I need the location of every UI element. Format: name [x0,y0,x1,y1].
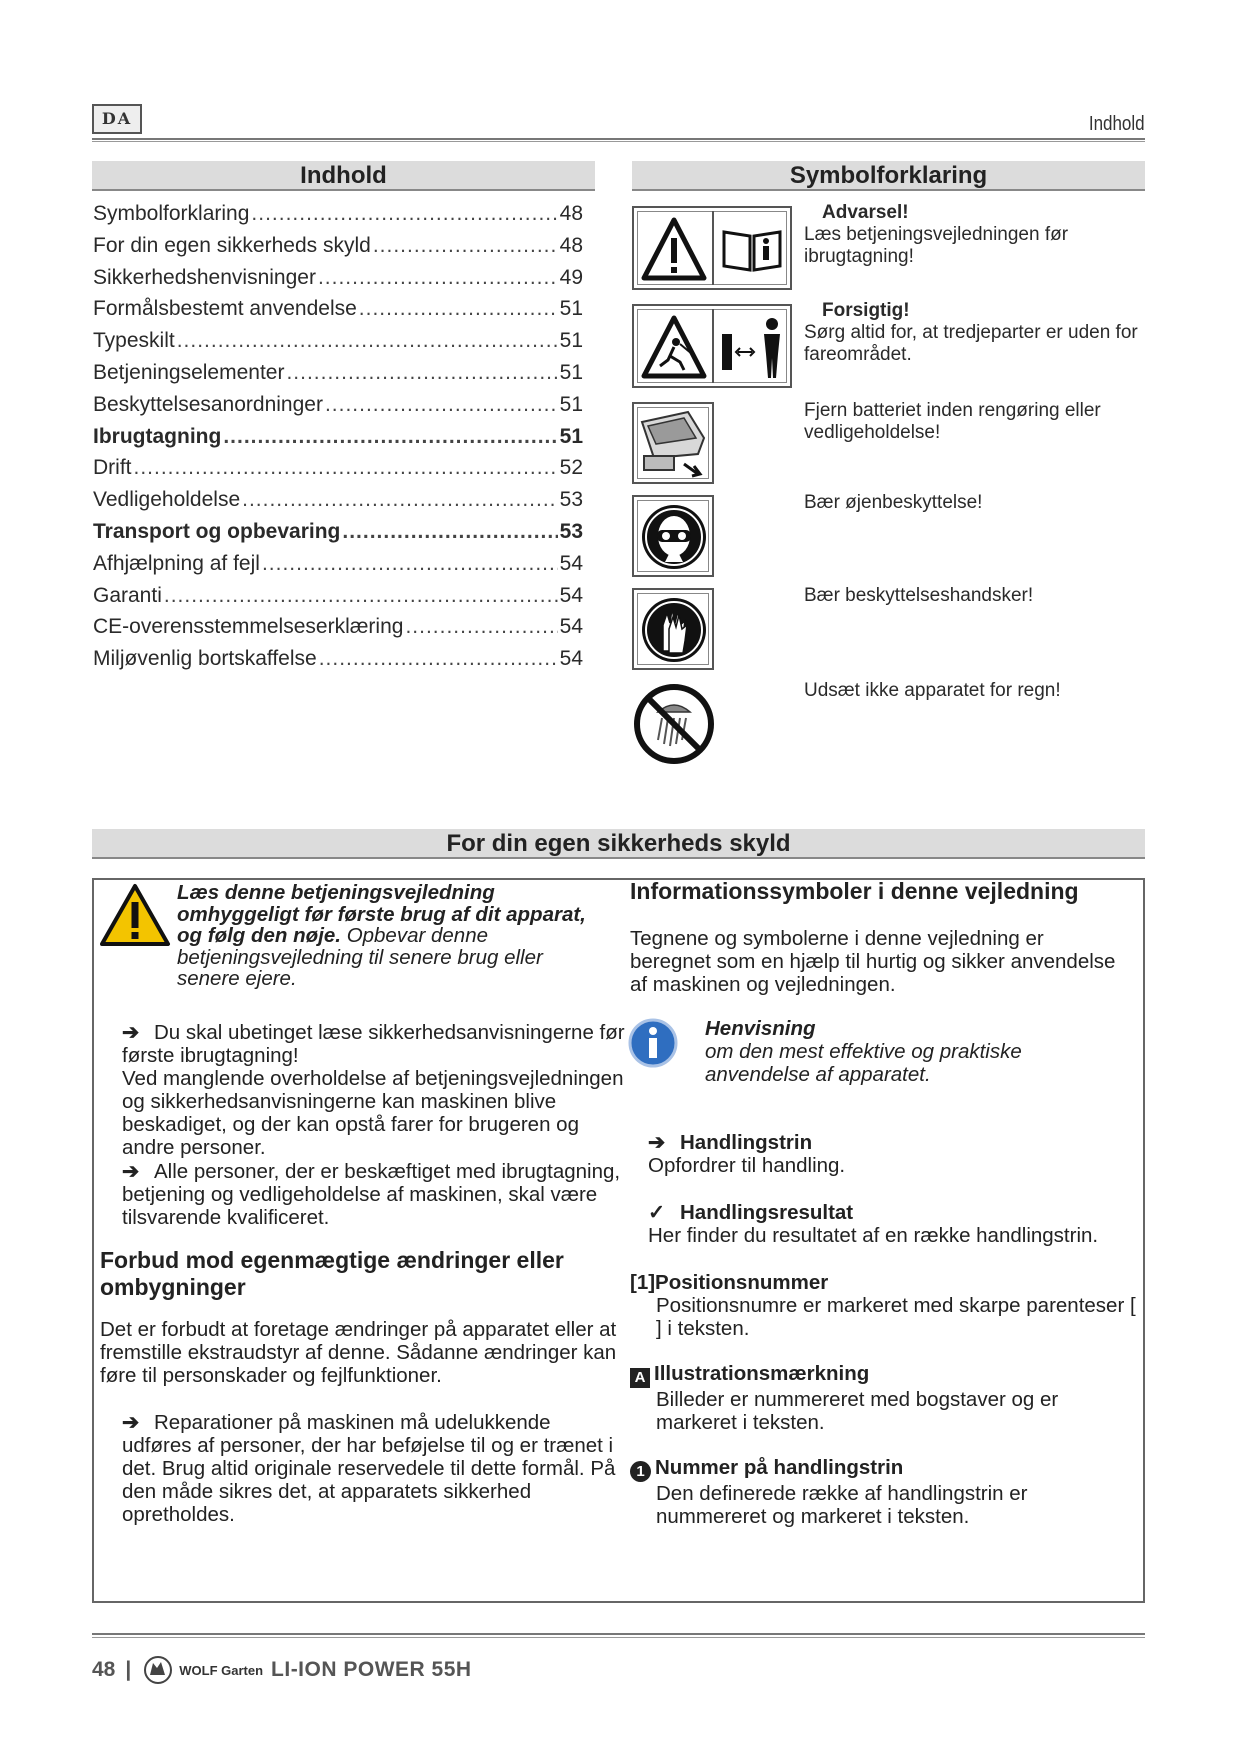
symbols-title: Symbolforklaring [632,161,1145,191]
toc-entry[interactable] [93,329,583,361]
page-number: 48 [92,1658,116,1681]
toc-entry-label: Formålsbestemt anvendelse [93,297,357,321]
hazard-triangle-icon [640,314,708,380]
toc-entry-page: 54 [559,583,583,607]
toc-entry[interactable] [93,647,583,679]
symbol-rain-text: Udsæt ikke apparatet for regn! [804,680,1061,701]
warning-triangle-icon [640,216,708,282]
product-name: LI-ION POWER 55H [271,1658,472,1681]
toc-entry[interactable] [93,425,583,457]
wolf-logo-icon [141,1655,175,1685]
gloves-icon [639,595,709,665]
toc-entry-page: 48 [559,202,583,225]
toc-title: Indhold [92,161,595,191]
step-number-marker-icon: 1 [630,1461,651,1482]
eye-protection-icon [639,502,709,572]
safety-bullet-2: ➔ Alle personer, der er beskæftiget med ibrugtagning, betjening og vedligeholdelse af maskinen, skal være tilsvarende kvalificeret. [122,1160,621,1229]
symbol-eye-text: Bær øjenbeskyttelse! [804,492,983,513]
symbol-caution-text: Forsigtig! Sørg altid for, at tredjeparter er uden for fareområdet. [804,300,1138,365]
toc-leader-dots [373,234,558,258]
footer-rule [92,1633,1145,1638]
toc-leader-dots [325,393,558,417]
toc-leader-dots [177,329,558,353]
toc-entry-page: 54 [559,551,583,575]
keep-distance-icon [718,314,788,382]
symbol-battery-box [632,402,714,484]
table-of-contents [93,202,583,679]
toc-entry-page: 49 [559,265,583,289]
footer-separator: | [125,1658,132,1681]
toc-entry-page: 53 [559,488,583,512]
safety-bullet-1: ➔ Du skal ubetinget læse sikkerhedsanvisningerne før første ibrugtagning! Ved manglende overholdelse af betjeningsvejledningen og sikkerhedsanvisningerne kan maskinen blive beskadiget, og der kan opstå farer for brugeren og andre personer. [122,1021,625,1159]
toc-entry-label: Beskyttelsesanordninger [93,392,323,416]
toc-entry[interactable] [93,297,583,329]
illustration-item: A Illustrationsmærkning Billeder er nummereret med bogstaver og er markeret i teksten. [630,1362,1140,1434]
symbol-warning-text: Advarsel! Læs betjeningsvejledningen før ibrugtagning! [804,202,1069,267]
toc-entry-page: 51 [559,329,583,353]
arrow-icon: ➔ [122,1411,140,1434]
toc-entry[interactable] [93,552,583,584]
henvisning-note: Henvisning om den mest effektive og praktiske anvendelse af apparatet. [705,1017,1022,1086]
symbol-caution-box [632,304,792,388]
symbol-eye-box [632,495,714,577]
toc-entry-page: 53 [559,519,583,543]
toc-entry-page: 54 [559,647,583,671]
brand-logo: WOLF Garten [141,1655,263,1685]
symbol-gloves-box [632,588,714,670]
forbud-bullet: ➔ Reparationer på maskinen må udelukkende udføres af personer, der har beføjelse til og er trænet i det. Brug altid originale reservedele til dette formål. På den måde sikres det, at apparatets sikkerhed opretholdes. [122,1411,616,1526]
toc-entry-page: 51 [559,360,583,384]
toc-leader-dots [286,361,557,385]
toc-entry-label: Afhjælpning af fejl [93,551,260,575]
forbud-text: Det er forbudt at foretage ændringer på apparatet eller at fremstille ekstraudstyr af denne. Sådanne ændringer kan føre til personskader og fejlfunktioner. [100,1318,617,1387]
forbud-title: Forbud mod egenmægtige ændringer eller ombygninger [100,1247,564,1300]
symbol-battery-text: Fjern batteriet inden rengøring eller vedligeholdelse! [804,400,1101,443]
toc-entry[interactable] [93,615,583,647]
toc-entry-label: Miljøvenlig bortskaffelse [93,647,317,671]
symbol-gloves-text: Bær beskyttelseshandsker! [804,585,1034,606]
toc-leader-dots [251,202,557,226]
arrow-icon: ➔ [648,1131,666,1154]
info-intro: Tegnene og symbolerne i denne vejledning er beregnet som en hjælp til hurtig og sikker anvendelse af maskinen og vejledningen. [630,927,1116,996]
toc-entry[interactable] [93,488,583,520]
handlingstrin-item: ➔ Handlingstrin Opfordrer til handling. [648,1131,846,1177]
toc-entry-label: Vedligeholdelse [93,488,241,512]
read-manual-icon [720,226,784,274]
toc-leader-dots [262,552,558,576]
toc-leader-dots [342,520,557,544]
toc-entry[interactable] [93,266,583,298]
toc-entry[interactable] [93,393,583,425]
toc-entry-label: Symbolforklaring [93,202,250,225]
no-rain-icon [632,682,716,766]
toc-entry-label: Garanti [93,583,162,607]
toc-entry-label: Drift [93,456,132,480]
remove-battery-icon [638,408,710,480]
toc-entry-page: 51 [559,424,583,448]
toc-leader-dots [134,456,558,480]
toc-entry-label: CE-overensstemmelseserklæring [93,615,404,639]
toc-entry[interactable] [93,361,583,393]
running-header: Indhold [1089,113,1145,135]
arrow-icon: ➔ [122,1160,140,1183]
toc-leader-dots [164,584,558,608]
resultat-item: ✓ Handlingsresultat Her finder du resultatet af en række handlingstrin. [648,1201,1099,1247]
toc-entry[interactable] [93,234,583,266]
toc-entry-label: Ibrugtagning [93,424,222,448]
toc-entry-page: 51 [559,297,583,321]
toc-leader-dots [319,647,558,671]
safety-intro: Læs denne betjeningsvejledning omhyggeligt før første brug af dit apparat, og følg den nøje. Opbevar denne betjeningsvejledning til senere brug eller senere ejere. [177,881,586,990]
info-icon [628,1018,678,1068]
toc-leader-dots [318,266,558,290]
safety-title: For din egen sikkerheds skyld [92,829,1145,859]
toc-entry-page: 52 [559,456,583,480]
toc-entry[interactable] [93,520,583,552]
position-item: [1]Positionsnummer Positionsnumre er markeret med skarpe parenteser [ ] i teksten. [630,1271,1136,1340]
toc-entry[interactable] [93,456,583,488]
toc-entry[interactable] [93,584,583,616]
toc-entry-label: Typeskilt [93,329,175,353]
toc-leader-dots [223,425,557,449]
toc-entry-label: Transport og opbevaring [93,519,341,543]
toc-entry-page: 48 [559,233,583,257]
toc-entry-label: Sikkerhedshenvisninger [93,265,316,289]
page-footer [92,1655,472,1685]
checkmark-icon: ✓ [648,1201,666,1224]
toc-entry-label: Betjeningselementer [93,360,285,384]
toc-leader-dots [242,488,558,512]
toc-leader-dots [405,615,557,639]
toc-entry-page: 54 [559,615,583,639]
safety-warning-icon [98,882,172,948]
arrow-icon: ➔ [122,1021,140,1044]
symbol-warning-box [632,206,792,290]
header-rule [92,138,1145,142]
toc-leader-dots [359,297,558,321]
info-title: Informationssymboler i denne vejledning [630,878,1079,904]
toc-entry-label: For din egen sikkerheds skyld [93,233,371,257]
toc-entry-page: 51 [559,392,583,416]
step-number-item: 1 Nummer på handlingstrin Den definerede række af handlingstrin er nummereret og markeret i teksten. [630,1456,1140,1528]
language-badge: DA [92,104,142,134]
toc-entry[interactable] [93,202,583,234]
illustration-marker-icon: A [630,1368,650,1388]
